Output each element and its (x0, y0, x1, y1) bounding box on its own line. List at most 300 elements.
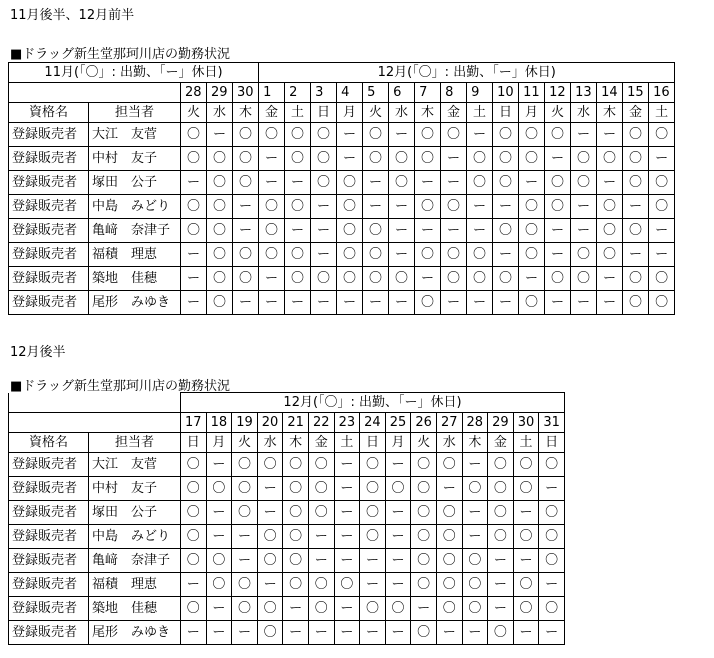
day-number-cell: 8 (441, 83, 467, 103)
attendance-cell: 〇 (411, 549, 437, 573)
attendance-cell: 〇 (181, 147, 207, 171)
attendance-cell: 〇 (441, 195, 467, 219)
day-number-cell: 29 (488, 413, 514, 433)
attendance-cell: 〇 (308, 453, 334, 477)
weekday-cell: 木 (597, 103, 623, 123)
qualification-cell: 登録販売者 (9, 267, 89, 291)
attendance-cell: ー (334, 477, 360, 501)
attendance-cell: 〇 (571, 243, 597, 267)
attendance-cell: 〇 (597, 195, 623, 219)
staff-row (9, 573, 565, 597)
attendance-cell: ー (259, 291, 285, 315)
day-number-cell: 15 (623, 83, 649, 103)
qualification-cell: 登録販売者 (9, 525, 89, 549)
day-number-cell: 1 (259, 83, 285, 103)
attendance-cell: ー (206, 501, 232, 525)
section-heading-1: 11月後半、12月前半 (10, 8, 135, 23)
attendance-cell: ー (311, 219, 337, 243)
attendance-cell: 〇 (285, 123, 311, 147)
attendance-cell: ー (232, 525, 258, 549)
attendance-cell: ー (545, 243, 571, 267)
staff-row (9, 501, 565, 525)
attendance-cell: ー (389, 291, 415, 315)
attendance-cell: ー (462, 525, 488, 549)
attendance-cell: 〇 (493, 123, 519, 147)
attendance-cell: ー (334, 453, 360, 477)
attendance-cell: 〇 (232, 477, 258, 501)
attendance-cell: 〇 (493, 171, 519, 195)
attendance-cell: ー (257, 477, 283, 501)
attendance-cell: 〇 (415, 243, 441, 267)
attendance-cell: 〇 (283, 549, 309, 573)
blank-header-cell (9, 393, 181, 413)
attendance-cell: 〇 (334, 573, 360, 597)
attendance-cell: 〇 (441, 267, 467, 291)
attendance-cell: ー (232, 549, 258, 573)
day-number-cell: 20 (257, 413, 283, 433)
attendance-cell: 〇 (436, 549, 462, 573)
attendance-cell: 〇 (337, 171, 363, 195)
attendance-cell: 〇 (467, 267, 493, 291)
attendance-cell: ー (285, 291, 311, 315)
attendance-cell: ー (285, 219, 311, 243)
person-name-cell: 大江 友菅 (89, 123, 181, 147)
attendance-cell: ー (571, 195, 597, 219)
attendance-cell: ー (334, 501, 360, 525)
day-number-cell: 22 (308, 413, 334, 433)
person-name-cell: 中島 みどり (89, 195, 181, 219)
attendance-cell: 〇 (436, 525, 462, 549)
attendance-cell: ー (206, 453, 232, 477)
attendance-cell: 〇 (488, 525, 514, 549)
attendance-cell: 〇 (385, 597, 411, 621)
attendance-cell: ー (337, 147, 363, 171)
attendance-cell: 〇 (259, 219, 285, 243)
attendance-cell: 〇 (363, 147, 389, 171)
attendance-cell: 〇 (539, 525, 565, 549)
person-name-cell: 亀﨑 奈津子 (89, 549, 181, 573)
person-name-cell: 尾形 みゆき (89, 291, 181, 315)
attendance-cell: 〇 (311, 147, 337, 171)
attendance-cell: ー (441, 171, 467, 195)
attendance-cell: ー (488, 549, 514, 573)
attendance-cell: ー (545, 291, 571, 315)
attendance-cell: ー (571, 123, 597, 147)
attendance-cell: ー (385, 621, 411, 645)
attendance-cell: 〇 (519, 291, 545, 315)
attendance-cell: ー (389, 219, 415, 243)
day-number-cell: 7 (415, 83, 441, 103)
schedule-table-2 (8, 392, 565, 645)
attendance-cell: 〇 (285, 267, 311, 291)
attendance-cell: 〇 (207, 147, 233, 171)
weekday-cell: 火 (545, 103, 571, 123)
attendance-cell: ー (623, 195, 649, 219)
attendance-cell: 〇 (462, 549, 488, 573)
attendance-cell: ー (488, 597, 514, 621)
attendance-cell: ー (337, 291, 363, 315)
weekday-cell: 水 (257, 433, 283, 453)
attendance-cell: ー (206, 597, 232, 621)
weekday-cell: 日 (181, 433, 207, 453)
attendance-cell: 〇 (513, 525, 539, 549)
attendance-cell: 〇 (311, 171, 337, 195)
attendance-cell: 〇 (385, 477, 411, 501)
attendance-cell: 〇 (181, 597, 207, 621)
attendance-cell: 〇 (181, 123, 207, 147)
day-number-cell: 31 (539, 413, 565, 433)
attendance-cell: 〇 (623, 291, 649, 315)
day-number-cell: 25 (385, 413, 411, 433)
attendance-cell: 〇 (513, 597, 539, 621)
attendance-cell: 〇 (233, 267, 259, 291)
staff-row (9, 171, 675, 195)
weekday-cell: 金 (488, 433, 514, 453)
attendance-cell: ー (206, 525, 232, 549)
day-number-cell: 12 (545, 83, 571, 103)
qualification-cell: 登録販売者 (9, 147, 89, 171)
day-number-cell: 16 (649, 83, 675, 103)
attendance-cell: 〇 (436, 501, 462, 525)
weekday-cell: 水 (389, 103, 415, 123)
attendance-cell: ー (415, 267, 441, 291)
day-number-cell: 30 (233, 83, 259, 103)
attendance-cell: ー (436, 477, 462, 501)
group-header-0: 12月(「〇」: 出勤、「ー」休日) (181, 393, 565, 413)
attendance-cell: ー (415, 219, 441, 243)
attendance-cell: 〇 (539, 549, 565, 573)
attendance-cell: 〇 (441, 243, 467, 267)
attendance-cell: 〇 (207, 195, 233, 219)
attendance-cell: ー (259, 147, 285, 171)
attendance-cell: ー (539, 621, 565, 645)
attendance-cell: ー (411, 597, 437, 621)
attendance-cell: 〇 (285, 195, 311, 219)
attendance-cell: ー (308, 621, 334, 645)
attendance-cell: 〇 (360, 453, 386, 477)
staff-row (9, 549, 565, 573)
staff-row (9, 147, 675, 171)
weekday-cell: 水 (207, 103, 233, 123)
attendance-cell: 〇 (513, 453, 539, 477)
attendance-cell: 〇 (257, 597, 283, 621)
attendance-cell: ー (259, 267, 285, 291)
weekday-cell: 火 (363, 103, 389, 123)
attendance-cell: 〇 (233, 243, 259, 267)
attendance-cell: 〇 (539, 597, 565, 621)
attendance-cell: 〇 (283, 525, 309, 549)
attendance-cell: ー (308, 549, 334, 573)
attendance-cell: ー (181, 573, 207, 597)
attendance-cell: 〇 (571, 267, 597, 291)
day-number-cell: 2 (285, 83, 311, 103)
person-name-cell: 築地 佳穂 (89, 267, 181, 291)
attendance-cell: ー (597, 123, 623, 147)
day-number-cell: 21 (283, 413, 309, 433)
person-name-cell: 大江 友菅 (89, 453, 181, 477)
attendance-cell: 〇 (283, 501, 309, 525)
attendance-cell: 〇 (308, 501, 334, 525)
weekday-cell: 月 (519, 103, 545, 123)
weekday-cell: 土 (467, 103, 493, 123)
attendance-cell: 〇 (519, 195, 545, 219)
attendance-cell: 〇 (206, 573, 232, 597)
attendance-cell: 〇 (363, 243, 389, 267)
attendance-cell: 〇 (257, 453, 283, 477)
attendance-cell: ー (334, 549, 360, 573)
attendance-cell: ー (285, 171, 311, 195)
attendance-cell: 〇 (519, 219, 545, 243)
attendance-cell: 〇 (411, 525, 437, 549)
attendance-cell: 〇 (232, 597, 258, 621)
staff-row (9, 123, 675, 147)
staff-row (9, 621, 565, 645)
weekday-cell: 金 (623, 103, 649, 123)
blank-header-cell (9, 83, 181, 103)
attendance-cell: ー (493, 195, 519, 219)
attendance-cell: 〇 (389, 147, 415, 171)
attendance-cell: 〇 (233, 171, 259, 195)
attendance-cell: ー (389, 243, 415, 267)
attendance-cell: 〇 (207, 267, 233, 291)
attendance-cell: 〇 (257, 621, 283, 645)
attendance-cell: 〇 (308, 573, 334, 597)
weekday-cell: 水 (436, 433, 462, 453)
attendance-cell: 〇 (513, 477, 539, 501)
attendance-cell: ー (233, 291, 259, 315)
attendance-cell: 〇 (337, 243, 363, 267)
attendance-cell: 〇 (259, 243, 285, 267)
attendance-cell: 〇 (206, 477, 232, 501)
day-number-cell: 23 (334, 413, 360, 433)
attendance-cell: 〇 (623, 171, 649, 195)
attendance-cell: 〇 (308, 477, 334, 501)
attendance-cell: ー (467, 219, 493, 243)
attendance-cell: ー (441, 219, 467, 243)
attendance-cell: ー (311, 243, 337, 267)
attendance-cell: 〇 (623, 123, 649, 147)
staff-row (9, 291, 675, 315)
qualification-cell: 登録販売者 (9, 243, 89, 267)
qualification-cell: 登録販売者 (9, 597, 89, 621)
weekday-cell: 月 (206, 433, 232, 453)
attendance-cell: ー (207, 123, 233, 147)
weekday-cell: 日 (360, 433, 386, 453)
attendance-cell: 〇 (597, 219, 623, 243)
attendance-cell: 〇 (467, 147, 493, 171)
attendance-cell: ー (649, 243, 675, 267)
attendance-cell: 〇 (415, 147, 441, 171)
day-number-cell: 28 (462, 413, 488, 433)
weekday-cell: 日 (493, 103, 519, 123)
attendance-cell: ー (334, 597, 360, 621)
day-number-cell: 17 (181, 413, 207, 433)
attendance-cell: 〇 (285, 243, 311, 267)
day-number-cell: 10 (493, 83, 519, 103)
attendance-cell: ー (363, 195, 389, 219)
attendance-cell: ー (363, 171, 389, 195)
attendance-cell: ー (181, 621, 207, 645)
attendance-cell: 〇 (207, 171, 233, 195)
person-name-cell: 尾形 みゆき (89, 621, 181, 645)
attendance-cell: ー (436, 621, 462, 645)
attendance-cell: 〇 (360, 525, 386, 549)
person-name-cell: 福積 理恵 (89, 573, 181, 597)
attendance-cell: 〇 (181, 525, 207, 549)
attendance-cell: 〇 (467, 243, 493, 267)
attendance-cell: 〇 (207, 219, 233, 243)
attendance-cell: 〇 (488, 453, 514, 477)
weekday-cell: 日 (539, 433, 565, 453)
attendance-cell: 〇 (389, 171, 415, 195)
person-name-cell: 福積 理恵 (89, 243, 181, 267)
weekday-cell: 土 (285, 103, 311, 123)
day-number-row (9, 83, 675, 103)
attendance-cell: 〇 (623, 147, 649, 171)
attendance-cell: ー (181, 267, 207, 291)
qualification-cell: 登録販売者 (9, 621, 89, 645)
staff-row (9, 597, 565, 621)
attendance-cell: 〇 (441, 123, 467, 147)
attendance-cell: 〇 (206, 549, 232, 573)
attendance-cell: 〇 (493, 219, 519, 243)
attendance-cell: ー (385, 453, 411, 477)
attendance-cell: 〇 (181, 453, 207, 477)
qualification-cell: 登録販売者 (9, 123, 89, 147)
attendance-cell: 〇 (488, 477, 514, 501)
attendance-cell: 〇 (283, 453, 309, 477)
attendance-cell: 〇 (545, 267, 571, 291)
attendance-cell: 〇 (233, 123, 259, 147)
weekday-row (9, 433, 565, 453)
person-name-cell: 塚田 公子 (89, 501, 181, 525)
attendance-cell: ー (415, 171, 441, 195)
attendance-cell: 〇 (285, 147, 311, 171)
person-name-cell: 中島 みどり (89, 525, 181, 549)
attendance-cell: 〇 (232, 573, 258, 597)
weekday-cell: 土 (649, 103, 675, 123)
attendance-cell: ー (385, 549, 411, 573)
staff-row (9, 243, 675, 267)
weekday-cell: 火 (181, 103, 207, 123)
qualification-cell: 登録販売者 (9, 219, 89, 243)
attendance-cell: ー (257, 573, 283, 597)
attendance-cell: ー (283, 621, 309, 645)
qualification-cell: 登録販売者 (9, 171, 89, 195)
attendance-cell: ー (206, 621, 232, 645)
attendance-cell: 〇 (308, 597, 334, 621)
attendance-cell: ー (571, 291, 597, 315)
attendance-cell: 〇 (415, 195, 441, 219)
attendance-cell: ー (311, 195, 337, 219)
attendance-cell: ー (462, 501, 488, 525)
day-number-cell: 13 (571, 83, 597, 103)
attendance-cell: 〇 (462, 477, 488, 501)
attendance-cell: ー (467, 123, 493, 147)
attendance-cell: ー (181, 291, 207, 315)
attendance-cell: 〇 (623, 219, 649, 243)
schedule-table-1 (8, 62, 675, 315)
attendance-cell: 〇 (181, 219, 207, 243)
attendance-cell: ー (597, 291, 623, 315)
weekday-cell: 火 (411, 433, 437, 453)
qualification-cell: 登録販売者 (9, 291, 89, 315)
attendance-cell: 〇 (360, 501, 386, 525)
weekday-cell: 木 (462, 433, 488, 453)
attendance-cell: 〇 (311, 267, 337, 291)
group-header-row (9, 63, 675, 83)
attendance-cell: 〇 (649, 291, 675, 315)
staff-row (9, 477, 565, 501)
attendance-cell: 〇 (436, 597, 462, 621)
attendance-cell: ー (493, 243, 519, 267)
attendance-cell: 〇 (597, 147, 623, 171)
attendance-cell: 〇 (462, 573, 488, 597)
day-number-cell: 27 (436, 413, 462, 433)
attendance-cell: 〇 (545, 123, 571, 147)
weekday-cell: 月 (385, 433, 411, 453)
attendance-cell: ー (519, 267, 545, 291)
attendance-cell: 〇 (571, 147, 597, 171)
attendance-cell: 〇 (649, 123, 675, 147)
attendance-cell: 〇 (181, 477, 207, 501)
day-number-cell: 6 (389, 83, 415, 103)
attendance-cell: ー (259, 171, 285, 195)
attendance-cell: ー (181, 171, 207, 195)
attendance-cell: ー (360, 573, 386, 597)
attendance-cell: ー (513, 501, 539, 525)
attendance-cell: ー (308, 525, 334, 549)
weekday-cell: 水 (571, 103, 597, 123)
attendance-cell: ー (360, 621, 386, 645)
section-heading-2: 12月後半 (10, 345, 66, 360)
weekday-cell: 木 (283, 433, 309, 453)
attendance-cell: 〇 (232, 501, 258, 525)
table-title-1: ■ドラッグ新生堂那珂川店の勤務状況 (10, 47, 231, 62)
staff-row (9, 453, 565, 477)
person-name-cell: 築地 佳穂 (89, 597, 181, 621)
attendance-cell: 〇 (597, 243, 623, 267)
weekday-cell: 月 (337, 103, 363, 123)
group-header-row (9, 393, 565, 413)
attendance-cell: ー (462, 453, 488, 477)
attendance-cell: 〇 (493, 267, 519, 291)
attendance-cell: 〇 (360, 477, 386, 501)
weekday-row (9, 103, 675, 123)
attendance-cell: 〇 (545, 171, 571, 195)
attendance-cell: ー (441, 147, 467, 171)
attendance-cell: 〇 (257, 549, 283, 573)
attendance-cell: 〇 (257, 525, 283, 549)
attendance-cell: ー (545, 147, 571, 171)
attendance-cell: 〇 (411, 573, 437, 597)
day-number-cell: 29 (207, 83, 233, 103)
attendance-cell: ー (233, 195, 259, 219)
staff-row (9, 219, 675, 243)
weekday-cell: 金 (308, 433, 334, 453)
attendance-cell: ー (545, 219, 571, 243)
attendance-cell: ー (337, 123, 363, 147)
attendance-cell: 〇 (436, 453, 462, 477)
weekday-cell: 木 (415, 103, 441, 123)
attendance-cell: ー (389, 123, 415, 147)
attendance-cell: 〇 (259, 195, 285, 219)
attendance-cell: 〇 (493, 147, 519, 171)
attendance-cell: 〇 (363, 219, 389, 243)
attendance-cell: ー (571, 219, 597, 243)
weekday-cell: 金 (441, 103, 467, 123)
attendance-cell: ー (462, 621, 488, 645)
